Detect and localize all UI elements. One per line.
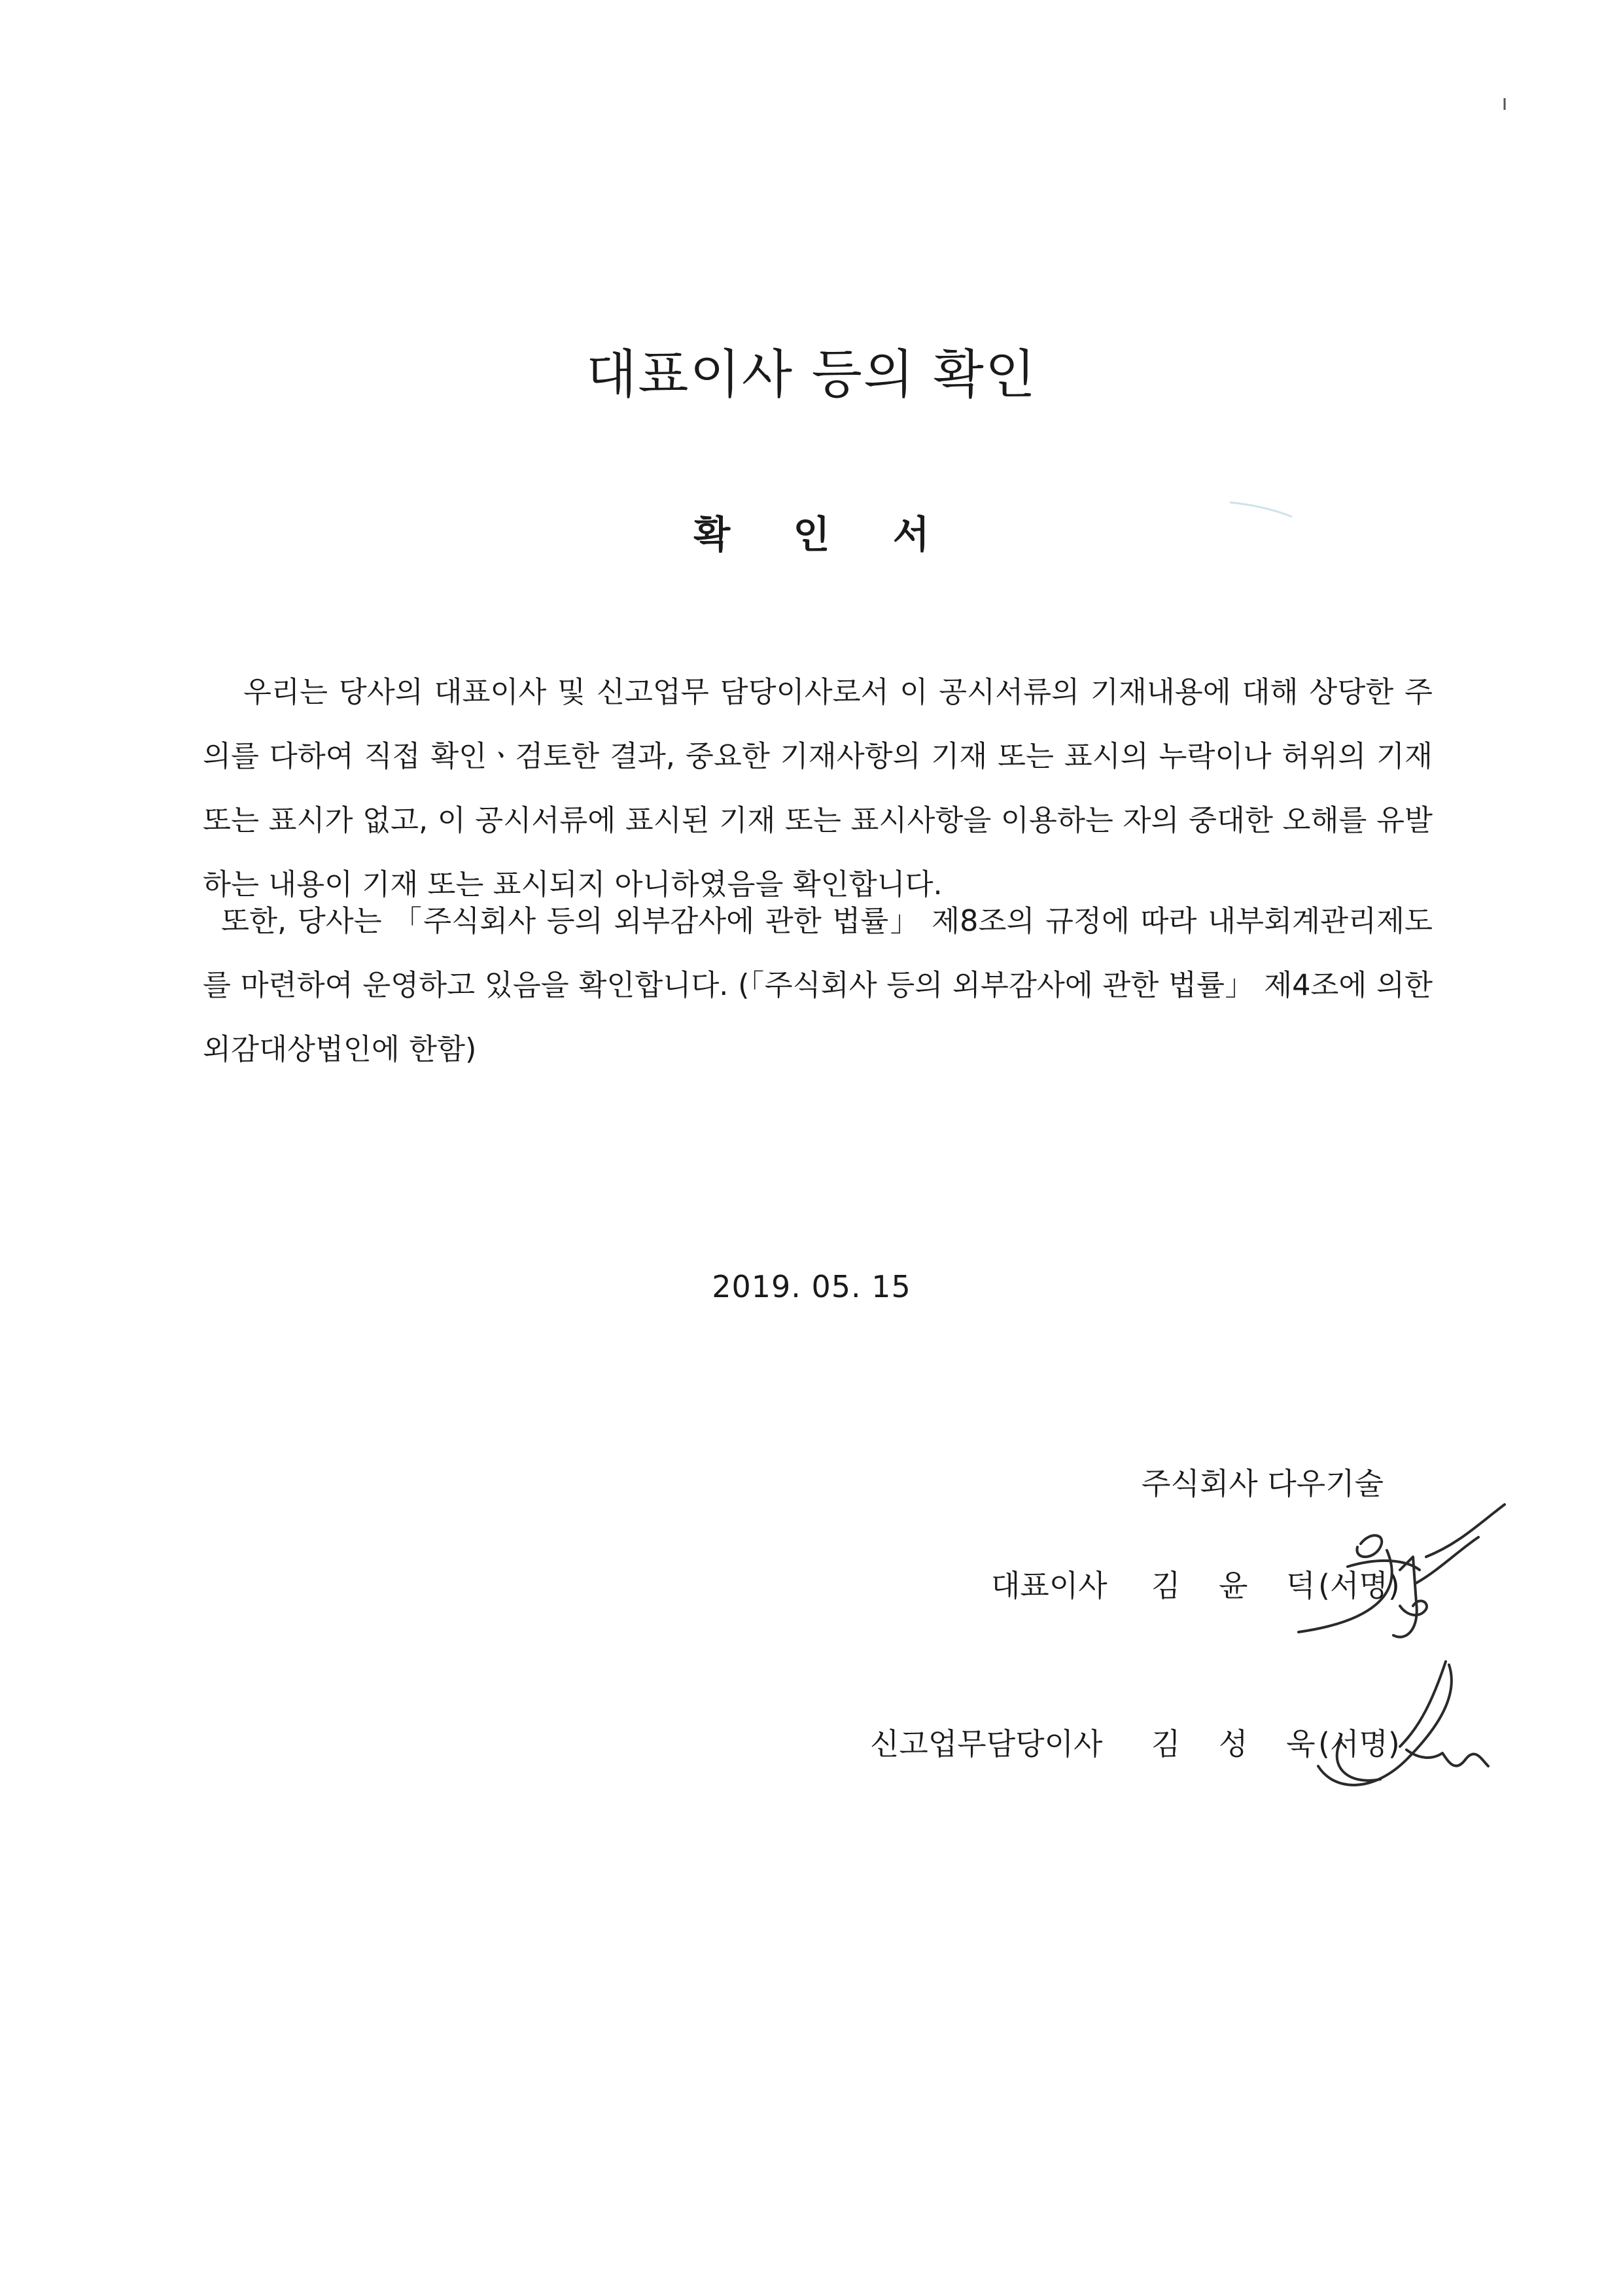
document-date: 2019. 05. 15 bbox=[712, 1269, 911, 1304]
signatory-title: 대표이사 bbox=[991, 1568, 1108, 1603]
signatory-name: 김 윤 덕 bbox=[1151, 1568, 1330, 1603]
page-title: 대표이사 등의 확인 bbox=[585, 344, 1038, 405]
confirmation-paragraph: 우리는 당사의 대표이사 및 신고업무 담당이사로서 이 공시서류의 기재내용에 대해 상당한 주의를 다하여 직접 확인ㆍ검토한 결과, 중요한 기재사항의 기재 또는 표시의 누락이나 허위의 기재 또는 표시가 없고, 이 공시서류에 표시된 기재 또는 표시사항을 이용하는 자의 중대한 오해를 유발하는 내용이 기재 또는 표시되지 아니하였음을 확인합니다. bbox=[203, 676, 1433, 901]
signatory-title: 신고업무담당이사 bbox=[870, 1726, 1103, 1762]
company-name: 주식회사 다우기술 bbox=[1142, 1466, 1384, 1501]
internal-control-paragraph: 또한, 당사는 「주식회사 등의 외부감사에 관한 법률」 제8조의 규정에 따라 내부회계관리제도를 마련하여 운영하고 있음을 확인합니다. (「주식회사 등의 외부감사에 관한 법률」 제4조에 의한 외감대상법인에 한함) bbox=[203, 905, 1433, 1066]
signature-label: (서명) bbox=[1318, 1568, 1400, 1603]
signature-label: (서명) bbox=[1318, 1726, 1400, 1762]
signatory-name: 김 성 욱 bbox=[1151, 1726, 1330, 1762]
document-subtitle: 확 인 서 bbox=[693, 512, 954, 557]
